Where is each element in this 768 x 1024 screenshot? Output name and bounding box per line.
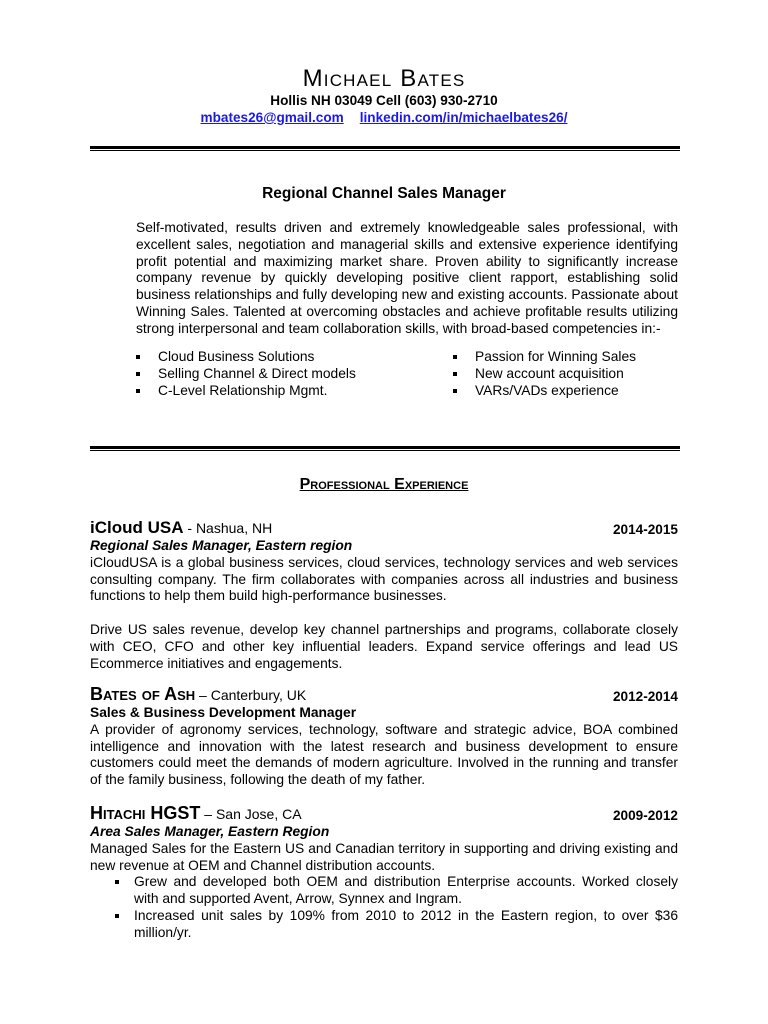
job-title: Area Sales Manager, Eastern Region: [90, 824, 330, 839]
competency-item: Selling Channel & Direct models: [136, 366, 356, 383]
resume-headline: Regional Channel Sales Manager: [262, 185, 506, 202]
email-link[interactable]: mbates26@gmail.com: [200, 110, 344, 125]
company-name: Bates of Ash: [90, 684, 196, 704]
candidate-name: Michael Bates: [302, 65, 466, 92]
summary-paragraph: Self-motivated, results driven and extremely knowledgeable sales professional, with excellent sales, negotiation and managerial skills and extensive experience identifying profit potential and maximizing market share. Proven ability to significantly increase company revenue by quickly developing positive client rapport, establishing solid business relationships and fully developing new and existing accounts. Passionate about Winning Sales. Talented at overcoming obstacles and achieve profitable results utilizing strong interpersonal and team collaboration skills, with broad-based competencies in:-: [136, 220, 678, 336]
linkedin-link[interactable]: linkedin.com/in/michaelbates26/: [359, 110, 568, 125]
job-title: Sales & Business Development Manager: [90, 705, 357, 720]
job-entry-icloud: [90, 517, 678, 672]
competency-item: C-Level Relationship Mgmt.: [136, 383, 356, 400]
contact-line: Hollis NH 03049 Cell (603) 930-2710: [270, 93, 498, 108]
job-company-line: [90, 803, 302, 824]
job-dates: 2014-2015: [612, 522, 678, 537]
competencies-left: [136, 349, 356, 399]
job-entry-hitachi: [90, 803, 678, 942]
competency-item: VARs/VADs experience: [453, 383, 636, 400]
job-description: A provider of agronomy services, technology, software and strategic advice, BOA combined intelligence and innovation with the latest research and business development to ensure customers could meet the demands of modern agriculture. Involved in the running and transfer of the family business, following the death of my father.: [90, 721, 678, 788]
company-location: - Nashua, NH: [183, 520, 273, 536]
achievement-item: Increased unit sales by 109% from 2010 to 2012 in the Eastern region, to over $36 million/yr.: [112, 908, 678, 942]
company-location: – Canterbury, UK: [195, 687, 307, 703]
achievement-item: Grew and developed both OEM and distribution Enterprise accounts. Worked closely with and supported Avent, Arrow, Synnex and Ingram.: [112, 874, 678, 908]
company-location: – San Jose, CA: [200, 806, 302, 822]
achievement-list: [90, 874, 678, 941]
competencies-right: [453, 349, 636, 399]
job-description: Drive US sales revenue, develop key channel partnerships and programs, collaborate closely with CEO, CFO and other key influential leaders. Expand service offerings and lead US Ecommerce initiatives and engagements.: [90, 621, 678, 671]
competency-item: Passion for Winning Sales: [453, 349, 636, 366]
header-divider: [90, 146, 680, 151]
job-entry-bates-of-ash: [90, 684, 678, 789]
competency-item: Cloud Business Solutions: [136, 349, 356, 366]
job-description: iCloudUSA is a global business services, cloud services, technology services and web services consulting company. The firm collaborates with companies across all industries and business functions to help them build high-performance businesses.: [90, 554, 678, 604]
contact-links: [0, 110, 768, 126]
competency-item: New account acquisition: [453, 366, 636, 383]
job-dates: 2012-2014: [612, 689, 678, 704]
job-description: Managed Sales for the Eastern US and Canadian territory in supporting and driving existing and new revenue at OEM and Channel distribution accounts.: [90, 840, 678, 873]
experience-section-title: Professional Experience: [299, 476, 469, 493]
job-company-line: [90, 518, 272, 538]
section-divider: [90, 446, 680, 451]
job-dates: 2009-2012: [612, 808, 678, 823]
job-company-line: [90, 684, 306, 705]
company-name: iCloud USA: [90, 518, 184, 537]
company-name: Hitachi HGST: [90, 803, 201, 823]
job-title: Regional Sales Manager, Eastern region: [90, 538, 353, 553]
